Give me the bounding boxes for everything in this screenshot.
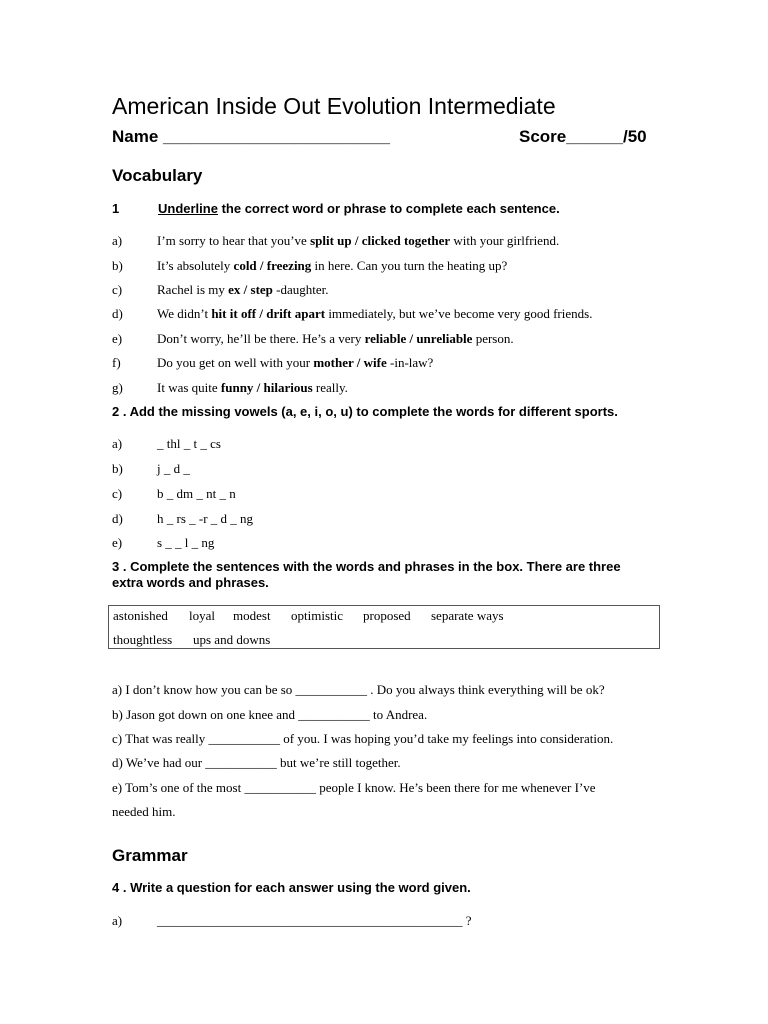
item-text: h _ rs _ -r _ d _ ng <box>157 511 254 526</box>
exercise-1-item-g <box>112 380 672 396</box>
item-choice: split up / clicked together <box>310 233 451 248</box>
item-text-pre: We didn’t <box>157 306 212 321</box>
word-box <box>108 605 660 649</box>
exercise-2-instruction: 2 . Add the missing vowels (a, e, i, o, u) to complete the words for different sports. <box>112 404 618 419</box>
score-blank: ______ <box>566 127 623 146</box>
item-label: a) <box>112 233 123 248</box>
vocabulary-heading: Vocabulary <box>112 166 203 185</box>
item-text <box>157 355 433 371</box>
document-title: American Inside Out Evolution Intermediate <box>112 93 556 119</box>
item-label: d) <box>112 306 123 321</box>
exercise-1-instruction-rest: the correct word or phrase to complete each sentence. <box>217 201 560 216</box>
exercise-3-instruction-line-2: extra words and phrases. <box>112 575 269 590</box>
item-text-post: person. <box>472 331 514 346</box>
item-choice: hit it off / drift apart <box>211 306 326 321</box>
item-text-pre: I’m sorry to hear that you’ve <box>157 233 311 248</box>
item-text <box>157 306 592 322</box>
box-word: loyal <box>189 608 215 623</box>
item-text-pre: It was quite <box>157 380 221 395</box>
exercise-2-item-d <box>112 511 412 527</box>
box-word: astonished <box>113 608 168 623</box>
exercise-1-item-a <box>112 233 672 249</box>
box-word: separate ways <box>431 608 504 623</box>
exercise-3-sentence-a: a) I don’t know how you can be so ___________ . Do you always think everything will be ok? <box>112 682 605 697</box>
exercise-2-item-c <box>112 486 412 502</box>
exercise-1-item-d <box>112 306 672 322</box>
item-text-pre: Don’t worry, he’ll be there. He’s a very <box>157 331 365 346</box>
exercise-3-sentence-b: b) Jason got down on one knee and ___________ to Andrea. <box>112 707 428 722</box>
item-text-post: really. <box>312 380 348 395</box>
exercise-3-sentence-e: e) Tom’s one of the most ___________ people I know. He’s been there for me whenever I’ve <box>112 780 596 795</box>
item-label: a) <box>112 913 123 928</box>
name-blank: ________________________ <box>163 127 390 146</box>
exercise-4-item-a <box>112 913 532 929</box>
item-text: b _ dm _ nt _ n <box>157 486 236 501</box>
item-text <box>157 233 559 249</box>
item-label: b) <box>112 461 123 476</box>
exercise-1-item-b <box>112 258 672 274</box>
exercise-3-sentence-e-continued: needed him. <box>112 804 176 819</box>
item-text: s _ _ l _ ng <box>157 535 215 550</box>
item-label: c) <box>112 282 123 297</box>
item-text-post: with your girlfriend. <box>450 233 560 248</box>
box-word: optimistic <box>291 608 343 623</box>
item-choice: mother / wife <box>313 355 387 370</box>
exercise-1-item-c <box>112 282 672 298</box>
exercise-2-item-b <box>112 461 412 477</box>
item-text-post: immediately, but we’ve become very good friends. <box>325 306 593 321</box>
exercise-1-item-e <box>112 331 672 347</box>
item-text <box>157 258 507 274</box>
exercise-4-instruction: 4 . Write a question for each answer using the word given. <box>112 880 471 895</box>
item-text <box>157 282 329 298</box>
item-text <box>157 331 514 347</box>
item-text: _ thl _ t _ cs <box>157 436 221 451</box>
item-text-post: -daughter. <box>272 282 329 297</box>
item-choice: cold / freezing <box>233 258 312 273</box>
box-word: modest <box>233 608 271 623</box>
item-text: j _ d _ <box>157 461 190 476</box>
exercise-1-item-f <box>112 355 672 371</box>
score-field-line <box>519 127 647 147</box>
box-word: ups and downs <box>193 632 271 647</box>
item-label: d) <box>112 511 123 526</box>
name-label: Name <box>112 127 159 146</box>
item-text-post: in here. Can you turn the heating up? <box>311 258 508 273</box>
item-choice: ex / step <box>228 282 273 297</box>
item-label: b) <box>112 258 123 273</box>
item-text: _______________________________________________ ? <box>157 913 472 928</box>
item-label: a) <box>112 436 123 451</box>
item-text-post: -in-law? <box>386 355 434 370</box>
exercise-3-sentence-c: c) That was really ___________ of you. I was hoping you’d take my feelings into consideration. <box>112 731 614 746</box>
item-label: e) <box>112 331 123 346</box>
exercise-2-item-a <box>112 436 412 452</box>
exercise-1-instruction <box>158 201 560 216</box>
exercise-2-item-e <box>112 535 412 551</box>
exercise-3-sentence-d: d) We’ve had our ___________ but we’re still together. <box>112 755 401 770</box>
exercise-3-instruction-line-1: 3 . Complete the sentences with the words and phrases in the box. There are three <box>112 559 621 574</box>
item-text-pre: Do you get on well with your <box>157 355 314 370</box>
box-word: thoughtless <box>113 632 173 647</box>
item-label: e) <box>112 535 123 550</box>
item-choice: funny / hilarious <box>220 380 313 395</box>
item-choice: reliable / unreliable <box>364 331 473 346</box>
name-field-line <box>112 127 390 147</box>
item-label: c) <box>112 486 123 501</box>
item-text-pre: It’s absolutely <box>157 258 234 273</box>
grammar-heading: Grammar <box>112 846 188 865</box>
score-label: Score <box>519 127 567 146</box>
score-total: /50 <box>622 127 647 146</box>
item-label: f) <box>112 355 121 370</box>
item-text <box>157 380 348 396</box>
box-word: proposed <box>363 608 411 623</box>
exercise-1-number: 1 <box>112 201 120 216</box>
underline-keyword: Underline <box>158 201 218 216</box>
item-label: g) <box>112 380 123 395</box>
item-text-pre: Rachel is my <box>157 282 229 297</box>
